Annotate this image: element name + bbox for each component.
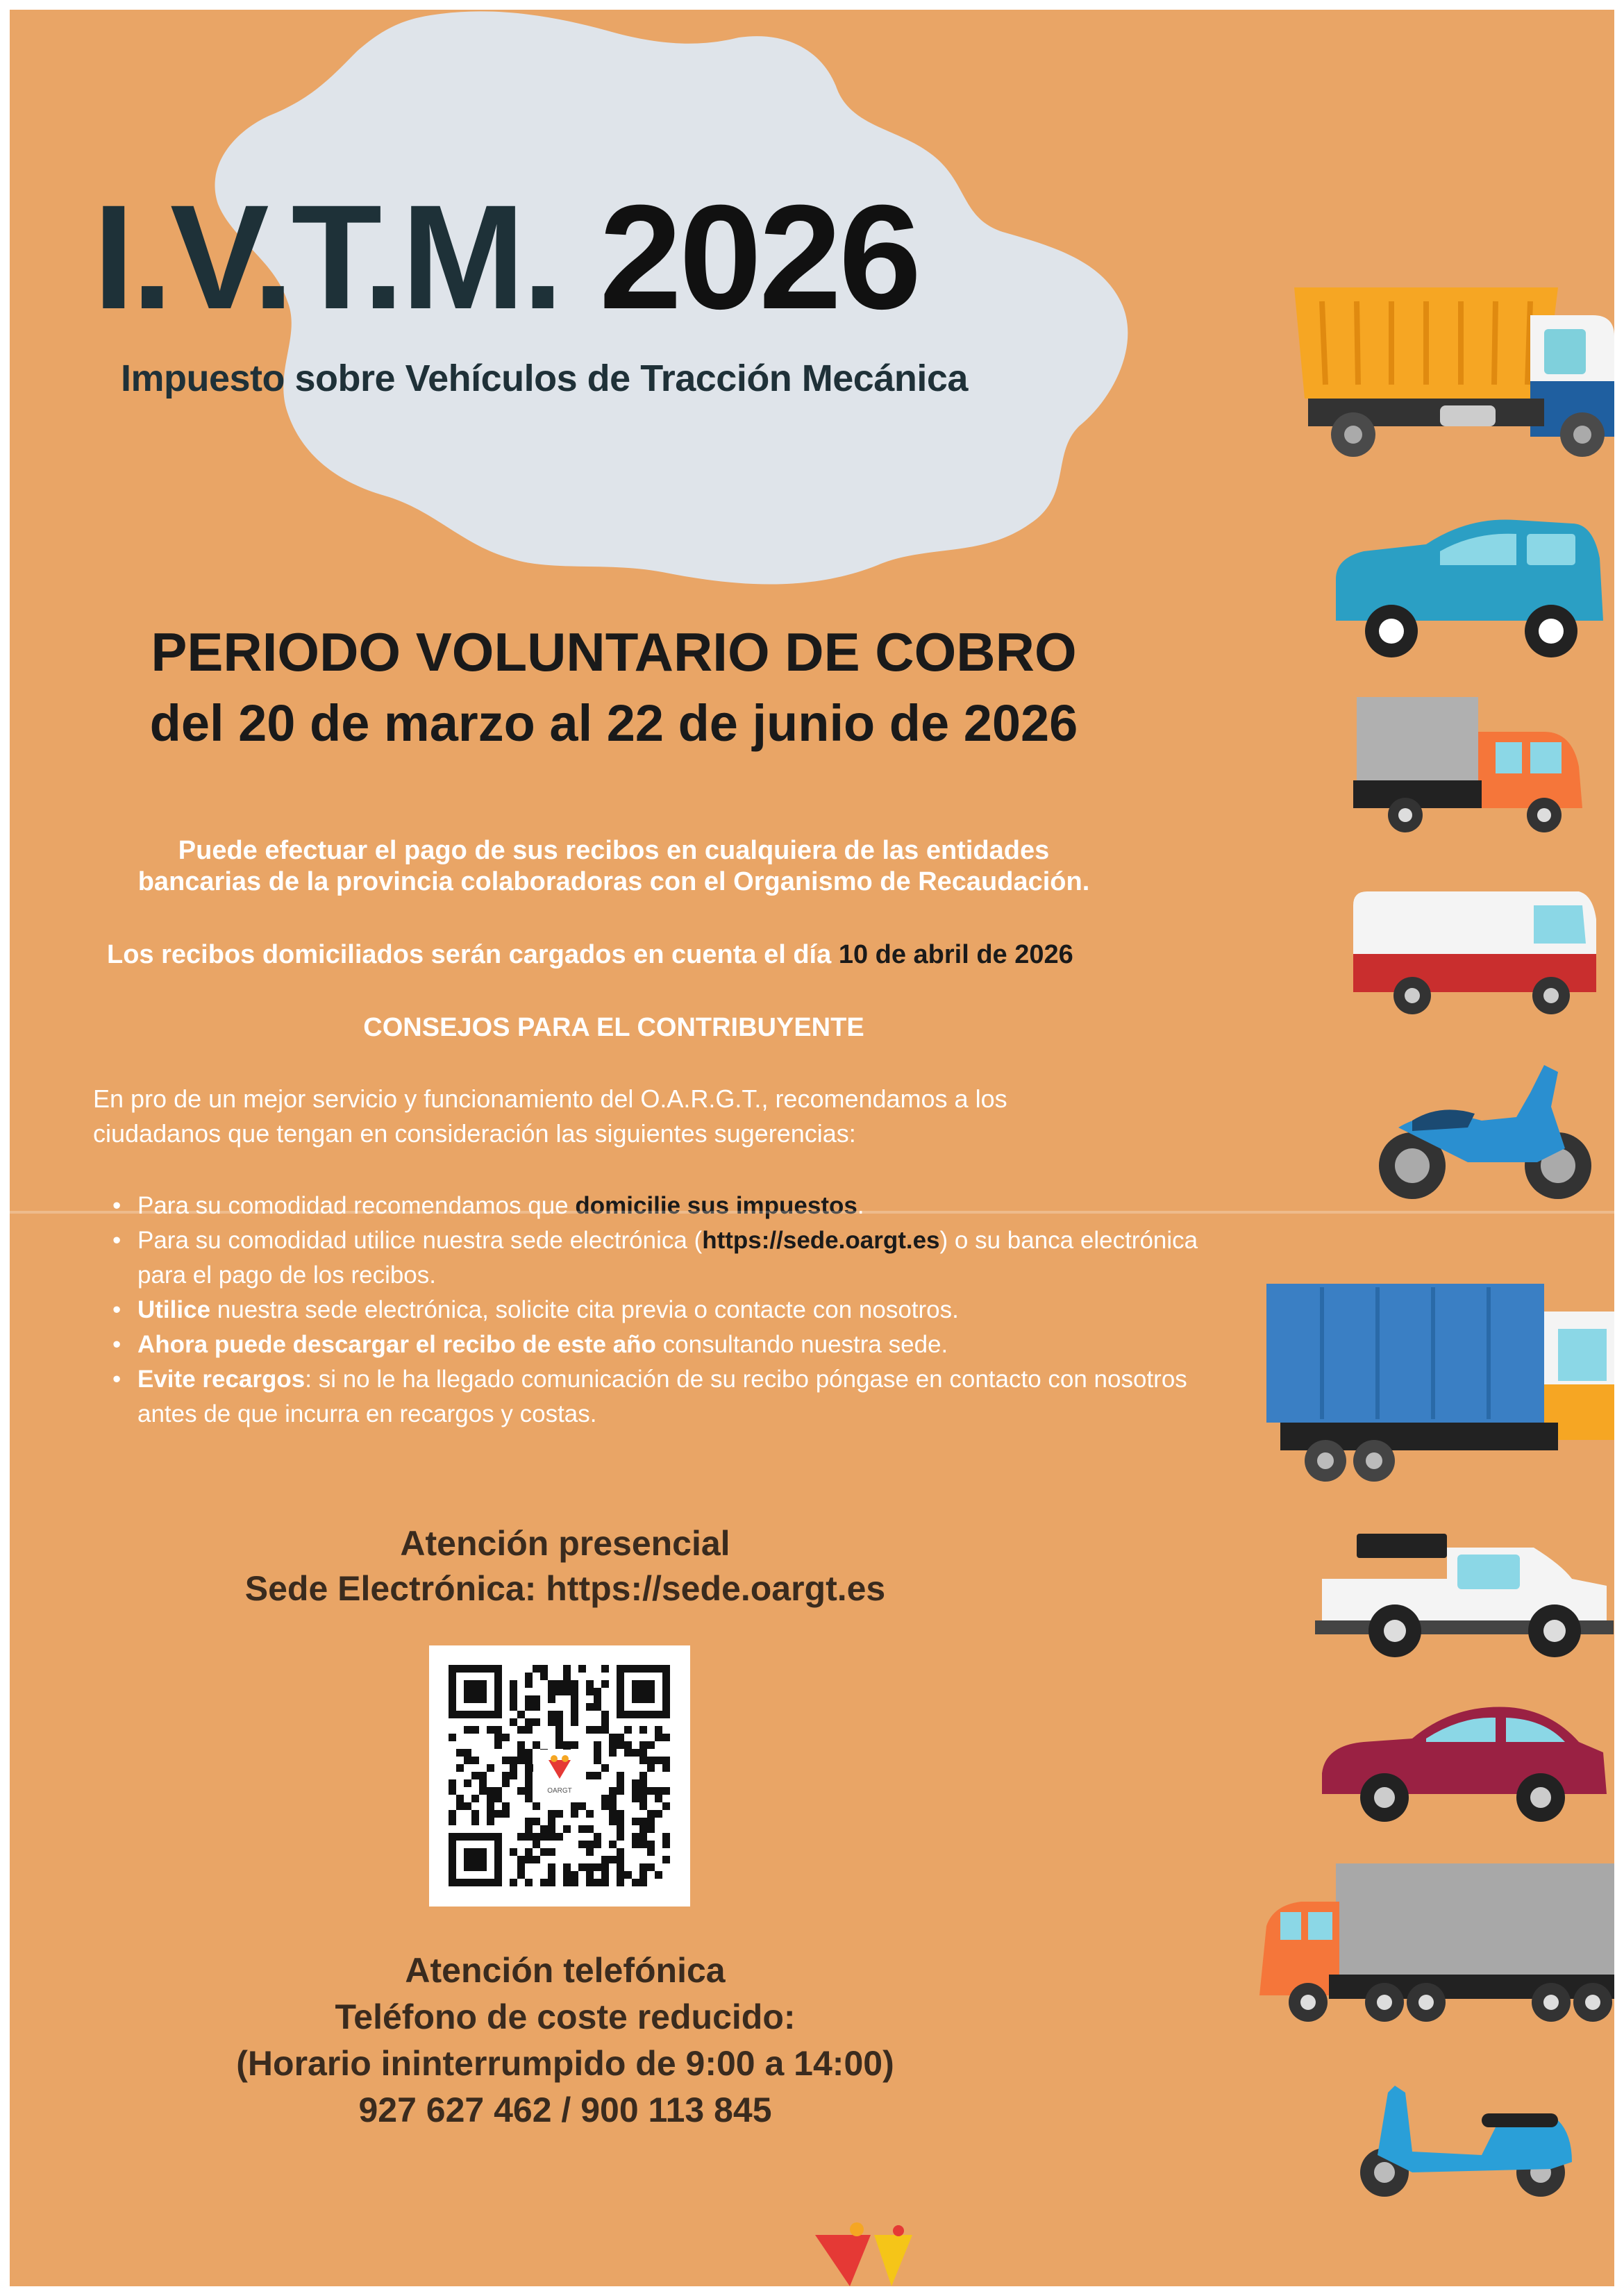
advice-intro-line2: ciudadanos que tengan en consideración las siguientes sugerencias: — [93, 1119, 856, 1148]
payment-text-line2: bancarias de la provincia colaboradoras con el Organismo de Recaudación. — [137, 867, 1090, 896]
page-subtitle: Impuesto sobre Vehículos de Tracción Mecánica — [121, 358, 968, 399]
domiciled-notice — [107, 940, 1073, 970]
period-heading: PERIODO VOLUNTARIO DE COBRO — [151, 621, 1077, 682]
phone-heading: Atención telefónica — [405, 1951, 726, 1990]
qr-logo-label: OARGT — [547, 1787, 572, 1795]
scooter-icon — [1360, 2086, 1572, 2197]
semi-truck-icon — [1259, 1863, 1614, 2022]
list-item: • Ahora puede descargar el recibo de este año consultando nuestra sede. — [107, 1327, 1204, 1362]
title-year: 2026 — [599, 174, 919, 340]
advice-heading: CONSEJOS PARA EL CONTRIBUYENTE — [363, 1013, 864, 1042]
list-item: • Para su comodidad utilice nuestra sede electrónica (https://sede.oargt.es) o su banca electrónica para el pago de los recibos. — [107, 1223, 1204, 1293]
title-acronym: I.V.T.M. — [93, 174, 561, 340]
list-item: • Evite recargos: si no le ha llegado comunicación de su recibo póngase en contacto con nosotros antes de que incurra en recargos y costas. — [107, 1362, 1204, 1432]
box-truck-icon — [1353, 697, 1582, 832]
advice-intro-line1: En pro de un mejor servicio y funcionamiento del O.A.R.G.T., recomendamos a los — [93, 1084, 1007, 1113]
sede-link: https://sede.oargt.es — [702, 1227, 940, 1254]
phone-hours: (Horario ininterrumpido de 9:00 a 14:00) — [236, 2044, 894, 2083]
advice-list — [107, 1189, 1204, 1432]
dump-truck-icon — [1294, 287, 1614, 457]
cargo-truck-icon — [1266, 1284, 1614, 1482]
domiciled-text: Los recibos domiciliados serán cargados en cuenta el día — [107, 940, 832, 969]
list-item: • Utilice nuestra sede electrónica, solicite cita previa o contacte con nosotros. — [107, 1293, 1204, 1327]
in-person-heading: Atención presencial — [400, 1524, 730, 1563]
sedan-car-icon — [1322, 1707, 1607, 1822]
poster — [10, 10, 1614, 2286]
vehicles-column — [1204, 10, 1614, 2286]
sede-url: Sede Electrónica: https://sede.oargt.es — [244, 1569, 886, 1608]
period-dates: del 20 de marzo al 22 de junio de 2026 — [149, 694, 1078, 752]
list-item: • Para su comodidad recomendamos que domicilie sus impuestos. — [107, 1189, 1204, 1223]
phone-numbers: 927 627 462 / 900 113 845 — [358, 2090, 772, 2129]
phone-label: Teléfono de coste reducido: — [335, 1997, 796, 2036]
camper-van-icon — [1353, 891, 1596, 1014]
pickup-truck-icon — [1315, 1534, 1614, 1657]
fold-line — [10, 1211, 1614, 1214]
payment-text-line1: Puede efectuar el pago de sus recibos en cualquiera de las entidades — [178, 836, 1050, 865]
qr-code — [429, 1645, 690, 1907]
domiciled-date: 10 de abril de 2026 — [838, 940, 1073, 969]
minivan-icon — [1336, 519, 1603, 657]
page-title — [93, 174, 919, 340]
motorcycle-icon — [1379, 1065, 1591, 1199]
oargt-emblem-icon — [808, 2221, 919, 2286]
